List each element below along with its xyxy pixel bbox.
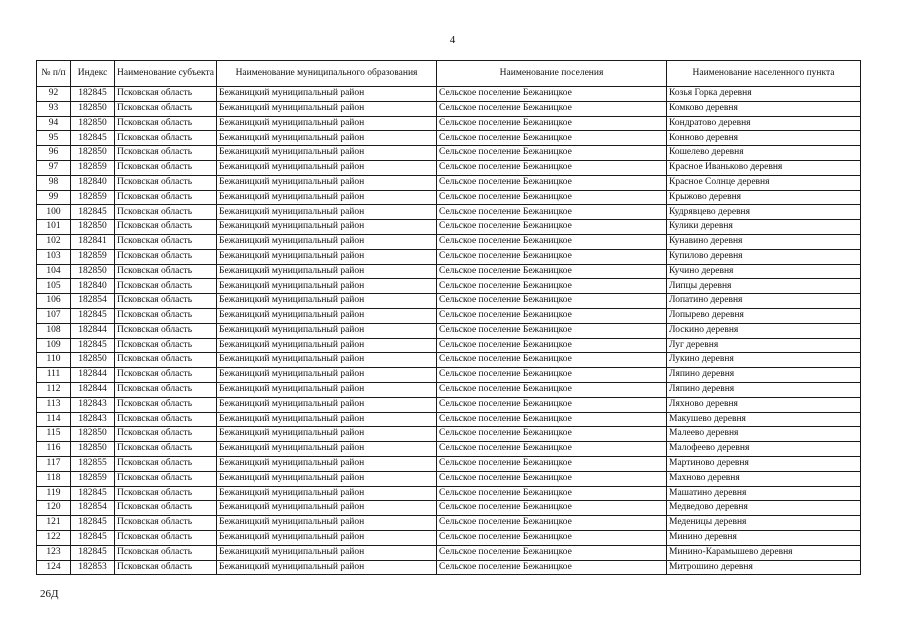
- locality-cell: Малофеево деревня: [667, 442, 861, 457]
- settlements-table: [36, 60, 861, 575]
- settlement-cell: Сельское поселение Бежаницкое: [437, 264, 667, 279]
- municipality-cell: Бежаницкий муниципальный район: [217, 382, 437, 397]
- postal-index-cell: 182853: [71, 560, 115, 575]
- row-number-cell: 117: [37, 456, 71, 471]
- postal-index-cell: 182845: [71, 205, 115, 220]
- locality-cell: Кошелево деревня: [667, 146, 861, 161]
- municipality-cell: Бежаницкий муниципальный район: [217, 220, 437, 235]
- row-number-cell: 123: [37, 545, 71, 560]
- settlement-cell: Сельское поселение Бежаницкое: [437, 516, 667, 531]
- page-number: 4: [449, 34, 456, 46]
- row-number-cell: 110: [37, 353, 71, 368]
- municipality-cell: Бежаницкий муниципальный район: [217, 442, 437, 457]
- locality-cell: Липцы деревня: [667, 279, 861, 294]
- locality-cell: Машатино деревня: [667, 486, 861, 501]
- subject-cell: Псковская область: [115, 116, 217, 131]
- postal-index-cell: 182850: [71, 264, 115, 279]
- table-row: [37, 368, 861, 383]
- locality-cell: Комково деревня: [667, 101, 861, 116]
- column-header-subject: Наименование субъекта: [115, 61, 217, 87]
- municipality-cell: Бежаницкий муниципальный район: [217, 471, 437, 486]
- postal-index-cell: 182859: [71, 471, 115, 486]
- row-number-cell: 104: [37, 264, 71, 279]
- locality-cell: Конново деревня: [667, 131, 861, 146]
- settlement-cell: Сельское поселение Бежаницкое: [437, 471, 667, 486]
- postal-index-cell: 182850: [71, 442, 115, 457]
- table-row: [37, 427, 861, 442]
- locality-cell: Купилово деревня: [667, 249, 861, 264]
- settlement-cell: Сельское поселение Бежаницкое: [437, 234, 667, 249]
- subject-cell: Псковская область: [115, 101, 217, 116]
- postal-index-cell: 182840: [71, 175, 115, 190]
- row-number-cell: 106: [37, 294, 71, 309]
- table-row: [37, 323, 861, 338]
- municipality-cell: Бежаницкий муниципальный район: [217, 368, 437, 383]
- table-row: [37, 456, 861, 471]
- row-number-cell: 114: [37, 412, 71, 427]
- settlement-cell: Сельское поселение Бежаницкое: [437, 353, 667, 368]
- settlement-cell: Сельское поселение Бежаницкое: [437, 545, 667, 560]
- municipality-cell: Бежаницкий муниципальный район: [217, 249, 437, 264]
- column-header-index: Индекс: [71, 61, 115, 87]
- settlement-cell: Сельское поселение Бежаницкое: [437, 279, 667, 294]
- row-number-cell: 105: [37, 279, 71, 294]
- postal-index-cell: 182845: [71, 530, 115, 545]
- row-number-cell: 122: [37, 530, 71, 545]
- locality-cell: Медведово деревня: [667, 501, 861, 516]
- locality-cell: Крыжово деревня: [667, 190, 861, 205]
- postal-index-cell: 182850: [71, 427, 115, 442]
- row-number-cell: 111: [37, 368, 71, 383]
- table-row: [37, 530, 861, 545]
- settlement-cell: Сельское поселение Бежаницкое: [437, 338, 667, 353]
- subject-cell: Псковская область: [115, 486, 217, 501]
- settlement-cell: Сельское поселение Бежаницкое: [437, 442, 667, 457]
- locality-cell: Минино деревня: [667, 530, 861, 545]
- row-number-cell: 102: [37, 234, 71, 249]
- municipality-cell: Бежаницкий муниципальный район: [217, 560, 437, 575]
- postal-index-cell: 182854: [71, 501, 115, 516]
- locality-cell: Кучино деревня: [667, 264, 861, 279]
- settlement-cell: Сельское поселение Бежаницкое: [437, 382, 667, 397]
- row-number-cell: 119: [37, 486, 71, 501]
- subject-cell: Псковская область: [115, 175, 217, 190]
- locality-cell: Козья Горка деревня: [667, 87, 861, 102]
- municipality-cell: Бежаницкий муниципальный район: [217, 456, 437, 471]
- subject-cell: Псковская область: [115, 516, 217, 531]
- locality-cell: Минино-Карамышево деревня: [667, 545, 861, 560]
- row-number-cell: 121: [37, 516, 71, 531]
- table-row: [37, 486, 861, 501]
- municipality-cell: Бежаницкий муниципальный район: [217, 294, 437, 309]
- municipality-cell: Бежаницкий муниципальный район: [217, 131, 437, 146]
- table-row: [37, 560, 861, 575]
- settlement-cell: Сельское поселение Бежаницкое: [437, 175, 667, 190]
- settlement-cell: Сельское поселение Бежаницкое: [437, 397, 667, 412]
- subject-cell: Псковская область: [115, 131, 217, 146]
- locality-cell: Кунавино деревня: [667, 234, 861, 249]
- table-row: [37, 545, 861, 560]
- locality-cell: Мартиново деревня: [667, 456, 861, 471]
- settlement-cell: Сельское поселение Бежаницкое: [437, 486, 667, 501]
- row-number-cell: 115: [37, 427, 71, 442]
- postal-index-cell: 182850: [71, 220, 115, 235]
- table-header-row: [37, 61, 861, 87]
- row-number-cell: 95: [37, 131, 71, 146]
- postal-index-cell: 182859: [71, 249, 115, 264]
- settlement-cell: Сельское поселение Бежаницкое: [437, 294, 667, 309]
- subject-cell: Псковская область: [115, 294, 217, 309]
- settlement-cell: Сельское поселение Бежаницкое: [437, 220, 667, 235]
- row-number-cell: 101: [37, 220, 71, 235]
- row-number-cell: 100: [37, 205, 71, 220]
- subject-cell: Псковская область: [115, 160, 217, 175]
- table-row: [37, 146, 861, 161]
- municipality-cell: Бежаницкий муниципальный район: [217, 234, 437, 249]
- row-number-cell: 108: [37, 323, 71, 338]
- table-row: [37, 205, 861, 220]
- table-row: [37, 353, 861, 368]
- municipality-cell: Бежаницкий муниципальный район: [217, 412, 437, 427]
- table-row: [37, 397, 861, 412]
- settlement-cell: Сельское поселение Бежаницкое: [437, 160, 667, 175]
- row-number-cell: 109: [37, 338, 71, 353]
- subject-cell: Псковская область: [115, 545, 217, 560]
- postal-index-cell: 182850: [71, 101, 115, 116]
- settlement-cell: Сельское поселение Бежаницкое: [437, 368, 667, 383]
- settlement-cell: Сельское поселение Бежаницкое: [437, 116, 667, 131]
- locality-cell: Кондратово деревня: [667, 116, 861, 131]
- locality-cell: Лоскино деревня: [667, 323, 861, 338]
- subject-cell: Псковская область: [115, 530, 217, 545]
- subject-cell: Псковская область: [115, 382, 217, 397]
- settlement-cell: Сельское поселение Бежаницкое: [437, 456, 667, 471]
- table-row: [37, 442, 861, 457]
- settlement-cell: Сельское поселение Бежаницкое: [437, 501, 667, 516]
- table-row: [37, 175, 861, 190]
- municipality-cell: Бежаницкий муниципальный район: [217, 397, 437, 412]
- subject-cell: Псковская область: [115, 308, 217, 323]
- settlement-cell: Сельское поселение Бежаницкое: [437, 205, 667, 220]
- subject-cell: Псковская область: [115, 442, 217, 457]
- row-number-cell: 96: [37, 146, 71, 161]
- table-body: [37, 87, 861, 575]
- subject-cell: Псковская область: [115, 279, 217, 294]
- postal-index-cell: 182845: [71, 87, 115, 102]
- table-row: [37, 116, 861, 131]
- municipality-cell: Бежаницкий муниципальный район: [217, 279, 437, 294]
- postal-index-cell: 182844: [71, 368, 115, 383]
- subject-cell: Псковская область: [115, 456, 217, 471]
- postal-index-cell: 182844: [71, 323, 115, 338]
- table-row: [37, 382, 861, 397]
- table-row: [37, 516, 861, 531]
- table-row: [37, 308, 861, 323]
- settlement-cell: Сельское поселение Бежаницкое: [437, 530, 667, 545]
- municipality-cell: Бежаницкий муниципальный район: [217, 205, 437, 220]
- subject-cell: Псковская область: [115, 220, 217, 235]
- subject-cell: Псковская область: [115, 146, 217, 161]
- locality-cell: Красное Солнце деревня: [667, 175, 861, 190]
- settlement-cell: Сельское поселение Бежаницкое: [437, 87, 667, 102]
- municipality-cell: Бежаницкий муниципальный район: [217, 545, 437, 560]
- table-row: [37, 471, 861, 486]
- municipality-cell: Бежаницкий муниципальный район: [217, 264, 437, 279]
- municipality-cell: Бежаницкий муниципальный район: [217, 87, 437, 102]
- subject-cell: Псковская область: [115, 190, 217, 205]
- municipality-cell: Бежаницкий муниципальный район: [217, 146, 437, 161]
- table-row: [37, 249, 861, 264]
- table-row: [37, 412, 861, 427]
- column-header-locality: Наименование населенного пункта: [667, 61, 861, 87]
- locality-cell: Ляпино деревня: [667, 382, 861, 397]
- municipality-cell: Бежаницкий муниципальный район: [217, 338, 437, 353]
- subject-cell: Псковская область: [115, 368, 217, 383]
- postal-index-cell: 182855: [71, 456, 115, 471]
- table-row: [37, 87, 861, 102]
- settlement-cell: Сельское поселение Бежаницкое: [437, 308, 667, 323]
- row-number-cell: 120: [37, 501, 71, 516]
- locality-cell: Лопатино деревня: [667, 294, 861, 309]
- footer-code: 26Д: [40, 588, 59, 600]
- municipality-cell: Бежаницкий муниципальный район: [217, 501, 437, 516]
- subject-cell: Псковская область: [115, 501, 217, 516]
- postal-index-cell: 182850: [71, 116, 115, 131]
- column-header-number: № п/п: [37, 61, 71, 87]
- postal-index-cell: 182859: [71, 190, 115, 205]
- row-number-cell: 124: [37, 560, 71, 575]
- subject-cell: Псковская область: [115, 560, 217, 575]
- postal-index-cell: 182845: [71, 131, 115, 146]
- locality-cell: Кудрявцево деревня: [667, 205, 861, 220]
- subject-cell: Псковская область: [115, 205, 217, 220]
- row-number-cell: 113: [37, 397, 71, 412]
- locality-cell: Митрошино деревня: [667, 560, 861, 575]
- postal-index-cell: 182845: [71, 545, 115, 560]
- subject-cell: Псковская область: [115, 397, 217, 412]
- municipality-cell: Бежаницкий муниципальный район: [217, 530, 437, 545]
- row-number-cell: 92: [37, 87, 71, 102]
- locality-cell: Лукино деревня: [667, 353, 861, 368]
- row-number-cell: 118: [37, 471, 71, 486]
- row-number-cell: 107: [37, 308, 71, 323]
- locality-cell: Ляхново деревня: [667, 397, 861, 412]
- table-row: [37, 338, 861, 353]
- row-number-cell: 98: [37, 175, 71, 190]
- locality-cell: Ляпино деревня: [667, 368, 861, 383]
- settlement-cell: Сельское поселение Бежаницкое: [437, 427, 667, 442]
- table-row: [37, 101, 861, 116]
- postal-index-cell: 182844: [71, 382, 115, 397]
- subject-cell: Псковская область: [115, 323, 217, 338]
- postal-index-cell: 182845: [71, 338, 115, 353]
- subject-cell: Псковская область: [115, 234, 217, 249]
- table-row: [37, 234, 861, 249]
- settlement-cell: Сельское поселение Бежаницкое: [437, 101, 667, 116]
- row-number-cell: 99: [37, 190, 71, 205]
- locality-cell: Лопырево деревня: [667, 308, 861, 323]
- table-row: [37, 279, 861, 294]
- municipality-cell: Бежаницкий муниципальный район: [217, 427, 437, 442]
- postal-index-cell: 182840: [71, 279, 115, 294]
- postal-index-cell: 182841: [71, 234, 115, 249]
- column-header-settlement: Наименование поселения: [437, 61, 667, 87]
- subject-cell: Псковская область: [115, 264, 217, 279]
- row-number-cell: 94: [37, 116, 71, 131]
- row-number-cell: 93: [37, 101, 71, 116]
- municipality-cell: Бежаницкий муниципальный район: [217, 160, 437, 175]
- row-number-cell: 97: [37, 160, 71, 175]
- table-row: [37, 160, 861, 175]
- postal-index-cell: 182843: [71, 412, 115, 427]
- subject-cell: Псковская область: [115, 471, 217, 486]
- locality-cell: Красное Иваньково деревня: [667, 160, 861, 175]
- postal-index-cell: 182850: [71, 146, 115, 161]
- municipality-cell: Бежаницкий муниципальный район: [217, 175, 437, 190]
- municipality-cell: Бежаницкий муниципальный район: [217, 101, 437, 116]
- municipality-cell: Бежаницкий муниципальный район: [217, 516, 437, 531]
- postal-index-cell: 182845: [71, 308, 115, 323]
- postal-index-cell: 182845: [71, 516, 115, 531]
- column-header-municipality: Наименование муниципального образования: [217, 61, 437, 87]
- postal-index-cell: 182859: [71, 160, 115, 175]
- table-row: [37, 131, 861, 146]
- municipality-cell: Бежаницкий муниципальный район: [217, 116, 437, 131]
- subject-cell: Псковская область: [115, 249, 217, 264]
- row-number-cell: 112: [37, 382, 71, 397]
- subject-cell: Псковская область: [115, 338, 217, 353]
- postal-index-cell: 182854: [71, 294, 115, 309]
- settlement-cell: Сельское поселение Бежаницкое: [437, 131, 667, 146]
- table-row: [37, 294, 861, 309]
- row-number-cell: 103: [37, 249, 71, 264]
- settlement-cell: Сельское поселение Бежаницкое: [437, 560, 667, 575]
- table-row: [37, 220, 861, 235]
- settlement-cell: Сельское поселение Бежаницкое: [437, 190, 667, 205]
- locality-cell: Малеево деревня: [667, 427, 861, 442]
- subject-cell: Псковская область: [115, 412, 217, 427]
- locality-cell: Меденицы деревня: [667, 516, 861, 531]
- settlement-cell: Сельское поселение Бежаницкое: [437, 412, 667, 427]
- table-row: [37, 501, 861, 516]
- settlement-cell: Сельское поселение Бежаницкое: [437, 249, 667, 264]
- table-row: [37, 264, 861, 279]
- municipality-cell: Бежаницкий муниципальный район: [217, 323, 437, 338]
- locality-cell: Луг деревня: [667, 338, 861, 353]
- locality-cell: Макушево деревня: [667, 412, 861, 427]
- municipality-cell: Бежаницкий муниципальный район: [217, 353, 437, 368]
- locality-cell: Кулики деревня: [667, 220, 861, 235]
- postal-index-cell: 182845: [71, 486, 115, 501]
- settlement-cell: Сельское поселение Бежаницкое: [437, 146, 667, 161]
- postal-index-cell: 182843: [71, 397, 115, 412]
- subject-cell: Псковская область: [115, 427, 217, 442]
- municipality-cell: Бежаницкий муниципальный район: [217, 190, 437, 205]
- subject-cell: Псковская область: [115, 87, 217, 102]
- table-row: [37, 190, 861, 205]
- municipality-cell: Бежаницкий муниципальный район: [217, 486, 437, 501]
- postal-index-cell: 182850: [71, 353, 115, 368]
- municipality-cell: Бежаницкий муниципальный район: [217, 308, 437, 323]
- row-number-cell: 116: [37, 442, 71, 457]
- subject-cell: Псковская область: [115, 353, 217, 368]
- locality-cell: Махново деревня: [667, 471, 861, 486]
- settlement-cell: Сельское поселение Бежаницкое: [437, 323, 667, 338]
